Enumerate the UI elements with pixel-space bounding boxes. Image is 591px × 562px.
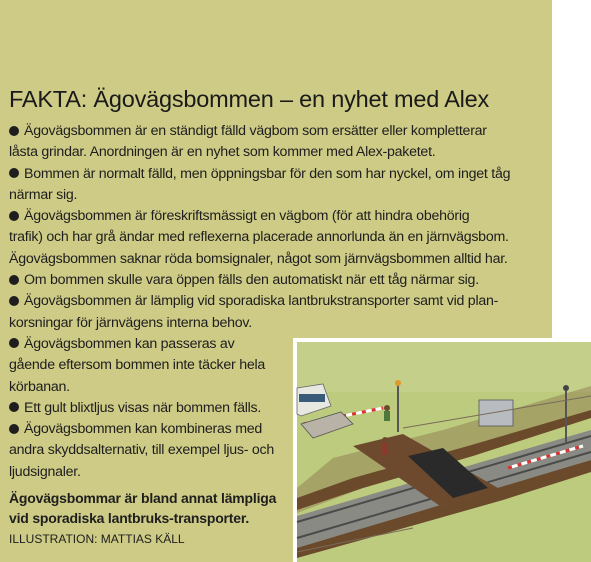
illustration-caption	[9, 488, 289, 549]
fact-item: Bommen är normalt fälld, men öppningsbar för den som har nyckel, om inget tåg närmar sig.	[9, 165, 511, 203]
crossing-scene-icon	[293, 338, 591, 562]
fact-item: Ett gult blixtljus visas när bommen fälls.	[9, 398, 289, 419]
bullet-icon	[9, 168, 19, 178]
fact-title: FAKTA: Ägovägsbommen – en nyhet med Alex	[9, 86, 490, 112]
bullet-icon	[9, 211, 19, 221]
fact-item: Ägovägsbommen kan passeras av gående eftersom bommen inte täcker hela körbanan.	[9, 335, 266, 395]
fact-item: Om bommen skulle vara öppen fälls den automatiskt när ett tåg närmar sig.	[9, 270, 544, 291]
fact-item: Ägovägsbommen är lämplig vid sporadiska lantbrukstransporter samt vid plan- korsningar för järnvägens interna behov.	[9, 293, 499, 331]
bullet-icon	[9, 296, 19, 306]
fact-item: Ägovägsbommen är en ständigt fälld vägbom som ersätter eller kompletterar låsta grindar. Anordningen är en nyhet som kommer med Alex-paketet.	[9, 123, 487, 161]
fact-item: Ägovägsbommen kan kombineras med andra skyddsalternativ, till exempel ljus- och ljudsignaler.	[9, 421, 275, 480]
caption-credit: ILLUSTRATION: MATTIAS KÄLL	[9, 532, 185, 546]
caption-text: Ägovägsbommar är bland annat lämpliga vid sporadiska lantbruks-transporter.	[9, 490, 277, 526]
bullet-icon	[9, 126, 19, 136]
fact-item: Ägovägsbommen är föreskriftsmässigt en vägbom (för att hindra obehörig trafik) och har grå ändar med reflexerna placerade annorlunda än en järnvägsbom. Ägovägsbommen saknar röda bomsignaler, något som järnvägsbommen alltid har.	[9, 208, 509, 267]
bullet-icon	[9, 424, 19, 434]
bullet-icon	[9, 338, 19, 348]
bullet-icon	[9, 275, 19, 285]
bullet-icon	[9, 402, 19, 412]
level-crossing-illustration	[293, 338, 591, 562]
